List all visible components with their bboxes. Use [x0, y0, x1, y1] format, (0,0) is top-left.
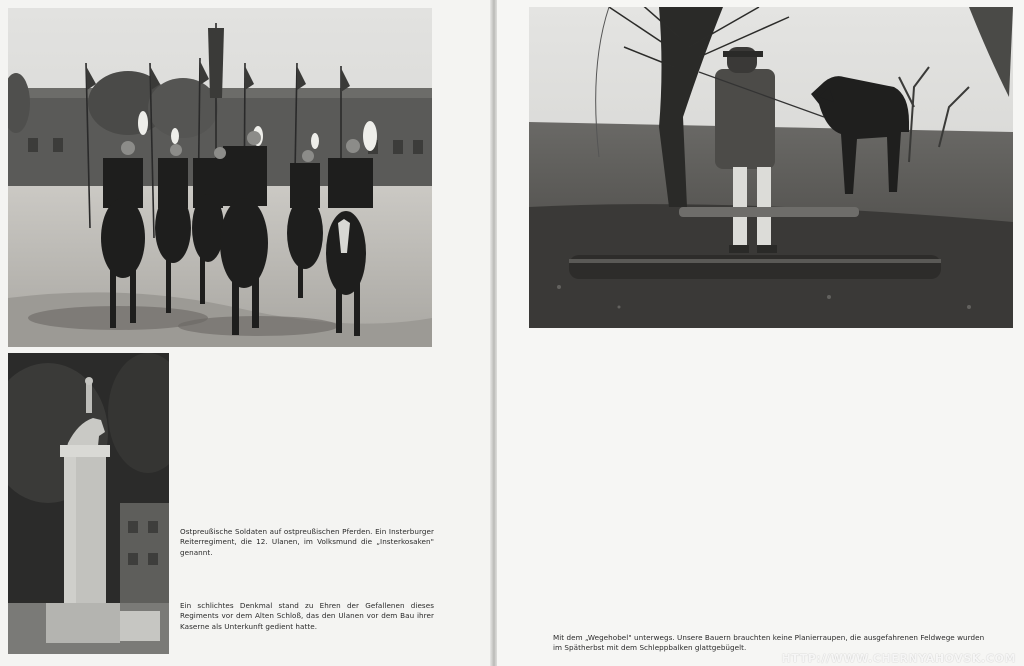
right-page — [497, 0, 1024, 666]
uhlans-parade-photo — [8, 8, 432, 347]
monument-photo — [8, 353, 169, 654]
wegehobel-photo — [529, 7, 1013, 328]
uhlans-parade-image — [8, 8, 432, 347]
monument-image — [8, 353, 169, 654]
caption-cavalry: Ostpreußische Soldaten auf ostpreußischen Pferden. Ein Insterburger Reiterregiment, die 12. Ulanen, im Volksmund die „Insterkosaken" genannt. — [180, 527, 434, 557]
wegehobel-image — [529, 7, 1013, 328]
website-watermark: HTTP://WWW.CHERNYAHOVSK.COM — [781, 652, 1016, 665]
caption-monument: Ein schlichtes Denkmal stand zu Ehren der Gefallenen dieses Regiments vor dem Alten Schloß, das den Ulanen vor dem Bau ihrer Kaserne als Unterkunft gedient hatte. — [180, 601, 434, 631]
left-page — [0, 0, 492, 666]
caption-wegehobel: Mit dem „Wegehobel" unterwegs. Unsere Bauern brauchten keine Planierraupen, die ausgefahrenen Feldwege wurden im Spätherbst mit dem Schleppbalken glattgebügelt. — [553, 633, 985, 653]
